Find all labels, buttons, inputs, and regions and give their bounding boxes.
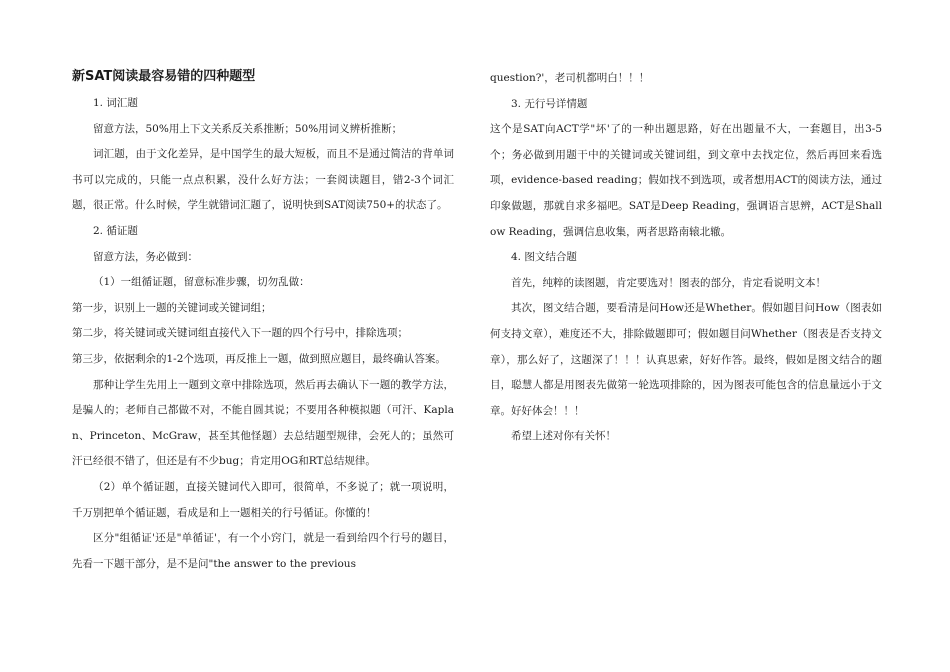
- paragraph: 第一步，识别上一题的关键词或关键词组；: [72, 301, 272, 314]
- paragraph: 那种让学生先用上一题到文章中排除选项，然后再去确认下一题的教学方法，是骗人的；老师自己都做不对，不能自圆其说；不要用各种模拟题（可汗、Kaplan、Princeton、McGraw，甚至其他怪题）去总结题型规律，会死人的；虽然可汗已经很不错了，但还是有不少bug；肯定用OG和RT总结规律。: [72, 378, 454, 468]
- section-heading: 2. 循证题: [93, 224, 138, 237]
- paragraph: （2）单个循证题，直接关键词代入即可，很简单，不多说了；就一项说明，千万别把单个循证题，看成是和上一题相关的行号循证。你懂的！: [72, 480, 454, 519]
- document-title: 新SAT阅读最容易错的四种题型: [72, 69, 256, 84]
- paragraph: 区分"组循证'还是"单循证'，有一个小窍门，就是一看到给四个行号的题目，先看一下题干部分，是不是问"the answer to the previous: [72, 532, 454, 570]
- paragraph: question?'，老司机都明白！！！: [490, 72, 650, 84]
- left-paragraphs: [72, 91, 454, 577]
- paragraph: 留意方法，务必做到：: [93, 250, 198, 263]
- left-column: [72, 66, 454, 577]
- paragraph: 这个是SAT向ACT学"坏'了的一种出题思路，好在出题量不大，一套题目，出3-5个；务必做到用题干中的关键词或关键词组，到文章中去找定位，然后再回来看选项，evidence-based reading；假如找不到选项，或者想用ACT的阅读方法，通过印象做题，那就自求多福吧。SAT是Deep Reading，强调语言思辨，ACT是Shallow Reading，强调信息收集，两者思路南辕北辙。: [490, 123, 882, 238]
- right-paragraphs: [490, 66, 882, 450]
- paragraph: 首先，纯粹的读图题，肯定要选对！图表的部分，肯定看说明文本！: [511, 276, 826, 289]
- paragraph: 第二步，将关键词或关键词组直接代入下一题的四个行号中，排除选项；: [72, 327, 408, 340]
- paragraph: 词汇题，由于文化差异，是中国学生的最大短板，而且不是通过简洁的背单词书可以完成的，只能一点点积累，没什么好方法；一套阅读题目，错2-3个词汇题，很正常。什么时候，学生就错词汇题了，说明快到SAT阅读750+的状态了。: [72, 148, 454, 212]
- paragraph: 留意方法，50%用上下文关系反关系推断；50%用词义辨析推断；: [93, 122, 403, 135]
- paragraph: （1）一组循证题，留意标准步骤，切勿乱做：: [93, 276, 310, 289]
- section-heading: 1. 词汇题: [93, 97, 138, 109]
- section-heading: 3. 无行号详情题: [511, 97, 588, 110]
- section-heading: 4. 图文结合题: [511, 251, 577, 264]
- paragraph: 希望上述对你有关怀！: [511, 430, 616, 443]
- right-column: [490, 66, 882, 450]
- paragraph: 第三步，依据剩余的1-2个选项，再反推上一题，做到照应题目，最终确认答案。: [72, 352, 446, 365]
- paragraph: 其次，图文结合题，要看清是问How还是Whether。假如题目问How（图表如何支持文章），难度还不大，排除做题即可；假如题目问Whether（图表是否支持文章），那么好了，这题深了！！！认真思索，好好作答。最终，假如是图文结合的题目，聪慧人都是用图表先做第一轮选项排除的，因为图表可能包含的信息量远小于文章。好好体会！！！: [490, 302, 882, 417]
